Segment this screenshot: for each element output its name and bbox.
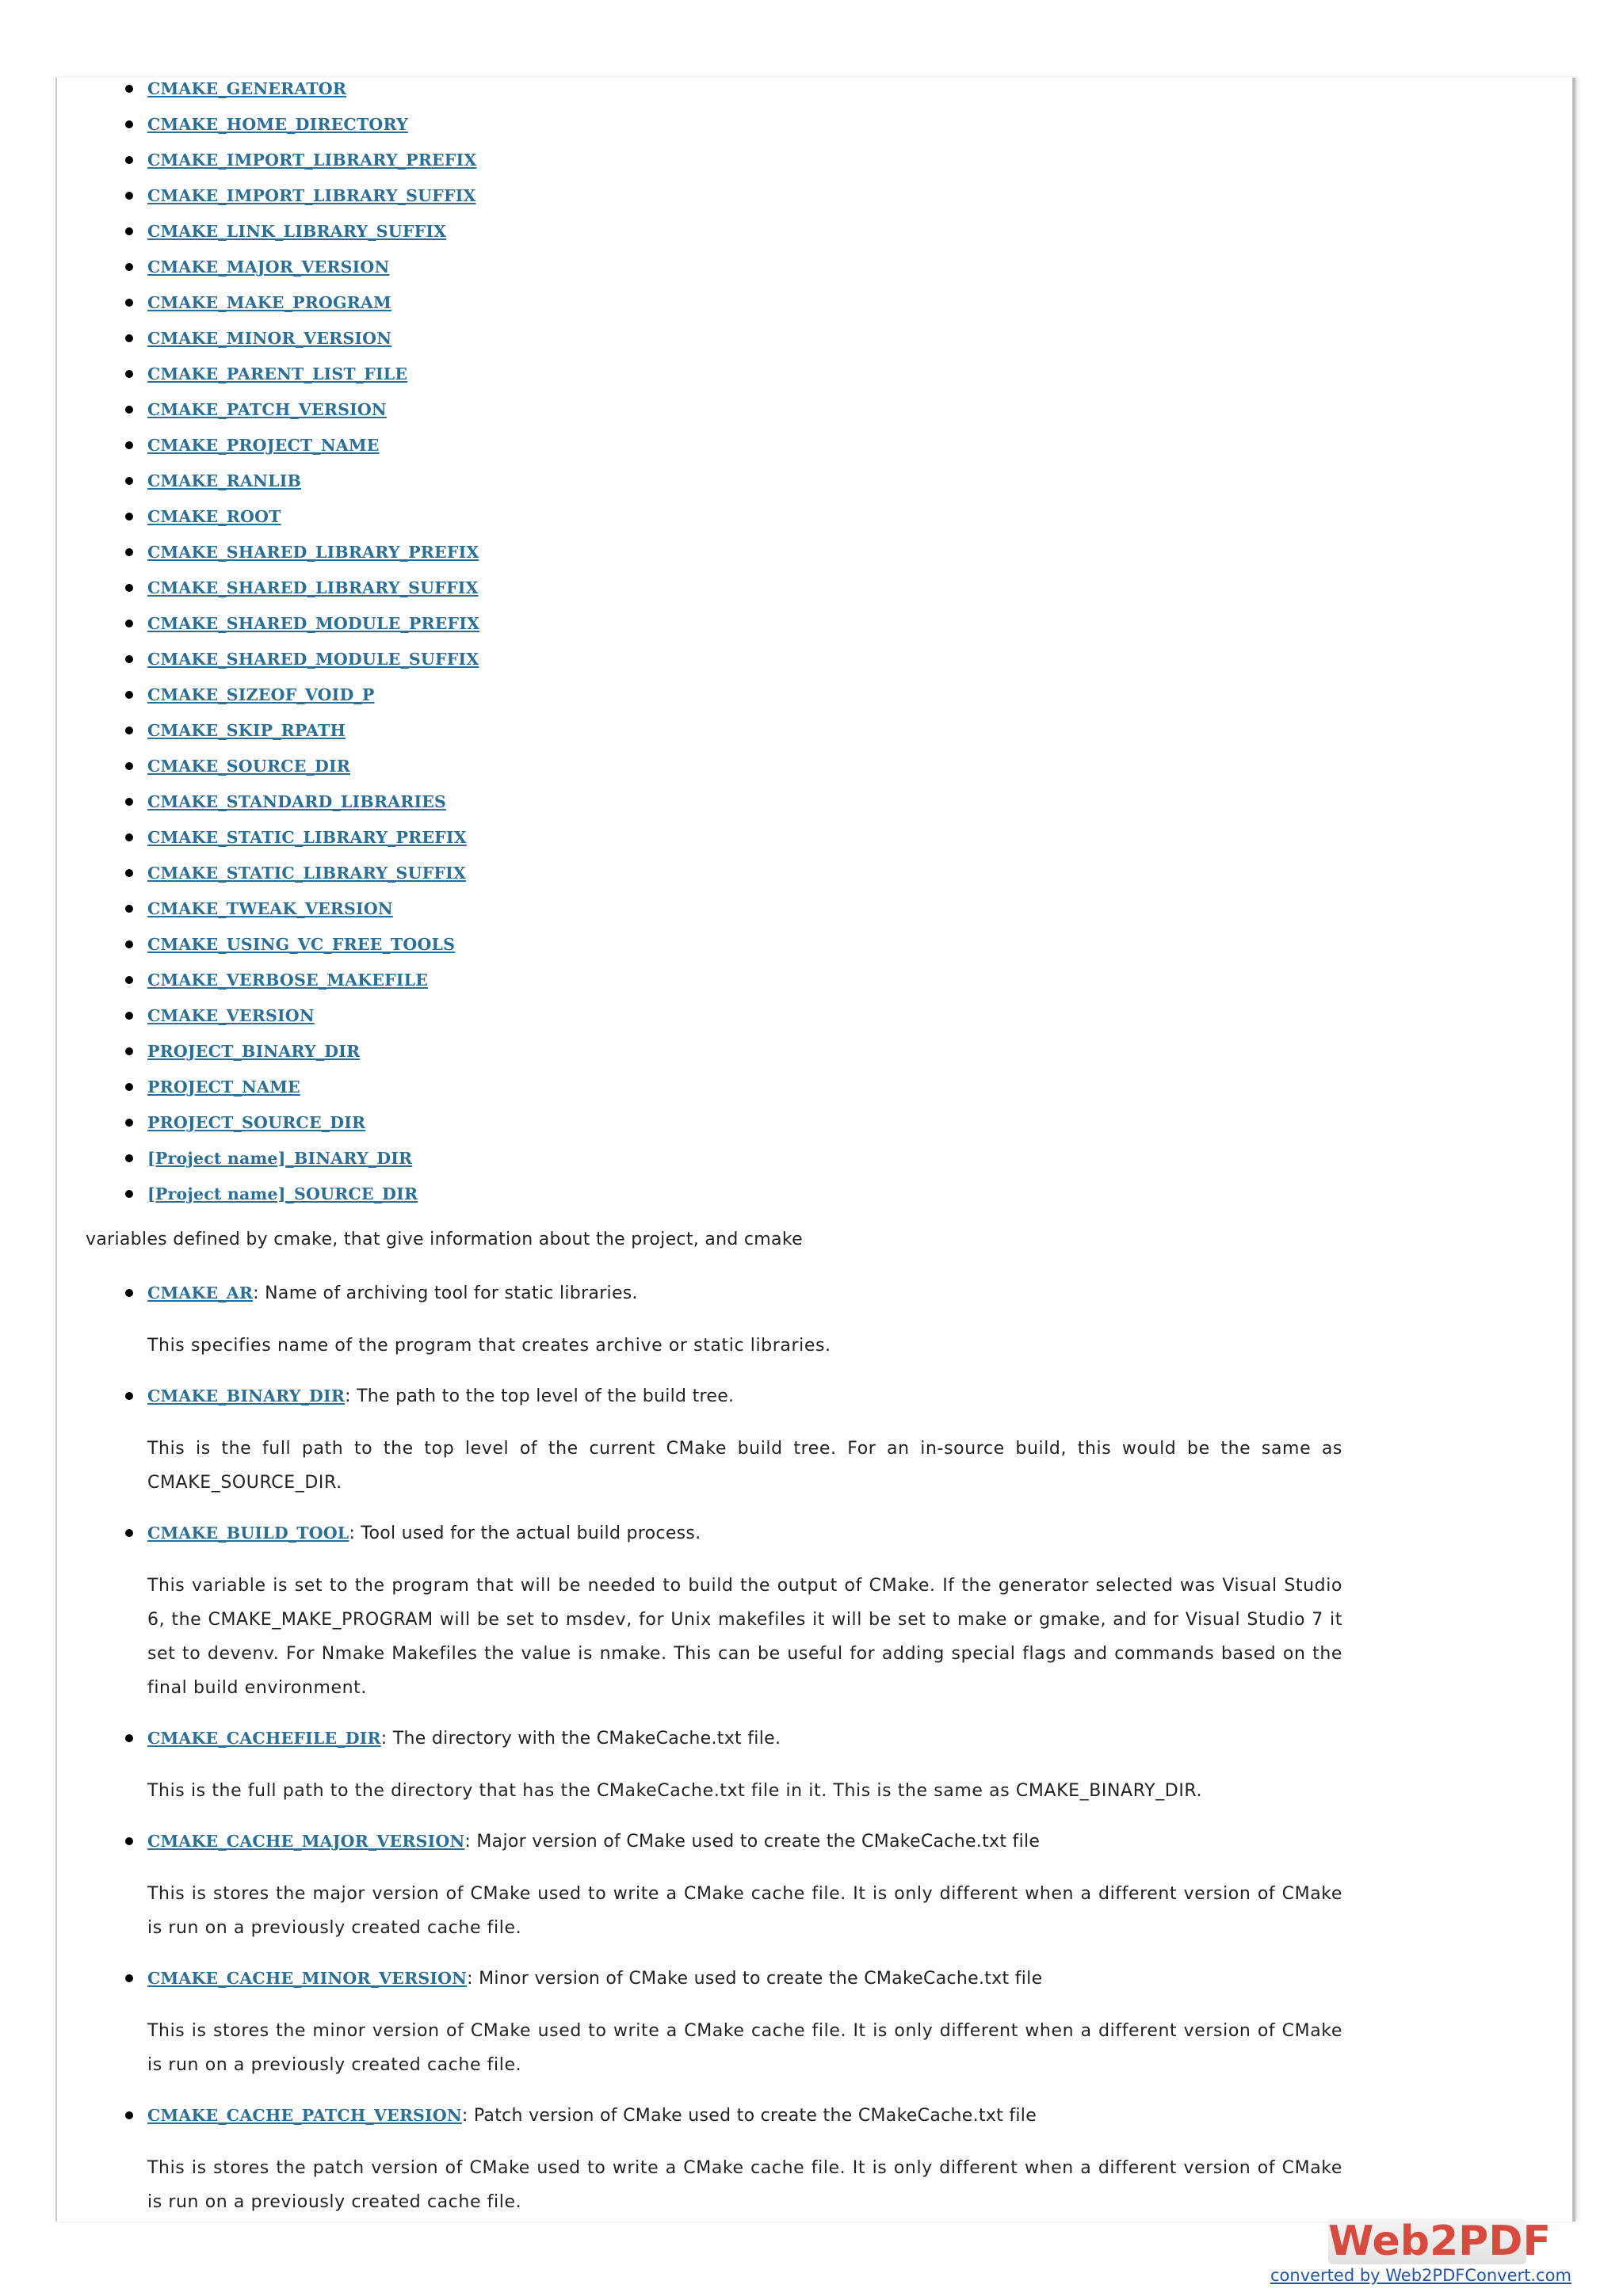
definition-item (122, 1722, 1342, 1808)
variable-link[interactable]: CMAKE_STATIC_LIBRARY_SUFFIX (147, 864, 466, 883)
variable-link[interactable]: CMAKE_SHARED_LIBRARY_PREFIX (147, 543, 479, 562)
list-item (122, 1141, 598, 1177)
list-item (122, 713, 598, 749)
list-item (122, 357, 598, 392)
bullet-icon (125, 833, 133, 841)
definition-item (122, 1962, 1342, 2082)
bullet-icon (125, 227, 133, 235)
list-item (122, 642, 598, 677)
variable-definitions (122, 1277, 1342, 2237)
definition-heading (147, 1380, 1342, 1413)
variable-link[interactable]: CMAKE_TWEAK_VERSION (147, 899, 393, 918)
bullet-icon (125, 263, 133, 271)
definition-item (122, 1277, 1342, 1363)
variable-link[interactable]: CMAKE_GENERATOR (147, 79, 347, 98)
variable-link[interactable]: CMAKE_VERSION (147, 1006, 315, 1025)
bullet-icon (125, 727, 133, 734)
bullet-icon (125, 905, 133, 913)
list-item (122, 891, 598, 927)
definition-variable-link[interactable]: CMAKE_CACHE_PATCH_VERSION (147, 2106, 462, 2125)
bullet-icon (125, 477, 133, 485)
definition-body: This is stores the minor version of CMake used to write a CMake cache file. It is only different when a different version of CMake is run on a previously created cache file. (147, 2021, 1342, 2075)
bullet-icon (125, 441, 133, 449)
list-item (122, 178, 598, 214)
variable-link[interactable]: CMAKE_USING_VC_FREE_TOOLS (147, 935, 456, 954)
bullet-icon (125, 85, 133, 93)
variable-link[interactable]: CMAKE_MAJOR_VERSION (147, 257, 390, 277)
bullet-icon (125, 620, 133, 627)
list-item (122, 285, 598, 321)
list-item (122, 1177, 598, 1212)
variable-link[interactable]: PROJECT_SOURCE_DIR (147, 1113, 366, 1132)
definition-heading (147, 2100, 1342, 2132)
list-item (122, 606, 598, 642)
bullet-icon (125, 2111, 133, 2119)
definition-heading (147, 1722, 1342, 1755)
list-item (122, 250, 598, 285)
definition-item (122, 1825, 1342, 1945)
section-intro: variables defined by cmake, that give information about the project, and cmake (86, 1230, 803, 1249)
list-item (122, 392, 598, 428)
list-item (122, 1034, 598, 1070)
definition-item (122, 1380, 1342, 1500)
bullet-icon (125, 120, 133, 128)
variable-link[interactable]: CMAKE_SIZEOF_VOID_P (147, 685, 375, 704)
definition-variable-link[interactable]: CMAKE_BUILD_TOOL (147, 1524, 349, 1543)
bullet-icon (125, 1289, 133, 1297)
bullet-icon (125, 691, 133, 699)
list-item (122, 143, 598, 178)
definition-item (122, 1517, 1342, 1705)
definition-body: This is stores the patch version of CMake used to write a CMake cache file. It is only different when a different version of CMake is run on a previously created cache file. (147, 2158, 1342, 2212)
list-item (122, 963, 598, 998)
variable-link[interactable]: CMAKE_SHARED_LIBRARY_SUFFIX (147, 578, 479, 597)
bullet-icon (125, 940, 133, 948)
list-item (122, 321, 598, 357)
variable-link[interactable]: CMAKE_SKIP_RPATH (147, 721, 346, 740)
list-item (122, 107, 598, 143)
bullet-icon (125, 655, 133, 663)
variable-link[interactable]: CMAKE_MAKE_PROGRAM (147, 293, 391, 312)
variable-link[interactable]: [Project name]_BINARY_DIR (147, 1149, 413, 1168)
list-item (122, 570, 598, 606)
list-item (122, 1105, 598, 1141)
variable-link[interactable]: CMAKE_LINK_LIBRARY_SUFFIX (147, 222, 447, 241)
bullet-icon (125, 370, 133, 378)
variable-link[interactable]: CMAKE_VERBOSE_MAKEFILE (147, 971, 429, 990)
definition-summary: : Patch version of CMake used to create the CMakeCache.txt file (461, 2106, 1037, 2126)
variable-link[interactable]: CMAKE_STANDARD_LIBRARIES (147, 792, 447, 811)
variable-link[interactable]: CMAKE_STATIC_LIBRARY_PREFIX (147, 828, 467, 847)
definition-body: This specifies name of the program that creates archive or static libraries. (147, 1336, 831, 1356)
bullet-icon (125, 334, 133, 342)
bullet-icon (125, 584, 133, 592)
definition-body: This is the full path to the directory that has the CMakeCache.txt file in it. This is the same as CMAKE_BINARY_DIR. (147, 1781, 1203, 1801)
bullet-icon (125, 1012, 133, 1020)
web2pdf-link[interactable]: converted by Web2PDFConvert.com (1270, 2266, 1571, 2285)
variable-link[interactable]: PROJECT_BINARY_DIR (147, 1042, 361, 1061)
list-item (122, 856, 598, 891)
bullet-icon (125, 798, 133, 806)
definition-heading (147, 1277, 1342, 1310)
definition-variable-link[interactable]: CMAKE_CACHE_MINOR_VERSION (147, 1969, 468, 1988)
list-item (122, 214, 598, 250)
definition-variable-link[interactable]: CMAKE_CACHEFILE_DIR (147, 1729, 381, 1748)
definition-variable-link[interactable]: CMAKE_BINARY_DIR (147, 1386, 346, 1405)
definition-summary: : The directory with the CMakeCache.txt file. (380, 1729, 781, 1749)
list-item (122, 749, 598, 784)
definition-summary: : Minor version of CMake used to create the CMakeCache.txt file (467, 1969, 1043, 1989)
bullet-icon (125, 406, 133, 414)
variable-link[interactable]: CMAKE_MINOR_VERSION (147, 329, 392, 348)
definition-body: This is the full path to the top level of the current CMake build tree. For an in-source build, this would be the same as CMAKE_SOURCE_DIR. (147, 1439, 1342, 1493)
list-item (122, 71, 598, 107)
definition-heading (147, 1825, 1342, 1858)
variable-link[interactable]: CMAKE_RANLIB (147, 471, 302, 490)
bullet-icon (125, 976, 133, 984)
variable-link[interactable]: CMAKE_PATCH_VERSION (147, 400, 387, 419)
variable-link[interactable]: CMAKE_SHARED_MODULE_PREFIX (147, 614, 480, 633)
bullet-icon (125, 1190, 133, 1198)
variable-link[interactable]: CMAKE_ROOT (147, 507, 281, 526)
list-item (122, 927, 598, 963)
definition-heading (147, 1962, 1342, 1995)
list-item (122, 677, 598, 713)
bullet-icon (125, 1529, 133, 1537)
list-item (122, 535, 598, 570)
bullet-icon (125, 762, 133, 770)
list-item (122, 428, 598, 463)
variable-link[interactable]: CMAKE_IMPORT_LIBRARY_PREFIX (147, 151, 477, 170)
variable-link[interactable]: CMAKE_SHARED_MODULE_SUFFIX (147, 650, 479, 669)
bullet-icon (125, 869, 133, 877)
list-item (122, 463, 598, 499)
bullet-icon (125, 156, 133, 164)
definition-variable-link[interactable]: CMAKE_CACHE_MAJOR_VERSION (147, 1832, 465, 1851)
variable-link[interactable]: CMAKE_PARENT_LIST_FILE (147, 364, 408, 383)
bullet-icon (125, 1083, 133, 1091)
bullet-icon (125, 1119, 133, 1127)
bullet-icon (125, 548, 133, 556)
variable-link[interactable]: CMAKE_HOME_DIRECTORY (147, 115, 408, 134)
bullet-icon (125, 1837, 133, 1845)
list-item (122, 499, 598, 535)
variable-link[interactable]: [Project name]_SOURCE_DIR (147, 1184, 418, 1203)
list-item (122, 820, 598, 856)
bullet-icon (125, 192, 133, 200)
definition-summary: : The path to the top level of the build tree. (345, 1386, 735, 1406)
definition-body: This is stores the major version of CMake used to write a CMake cache file. It is only different when a different version of CMake is run on a previously created cache file. (147, 1884, 1342, 1938)
definition-heading (147, 1517, 1342, 1550)
bullet-icon (125, 1154, 133, 1162)
definition-summary: : Name of archiving tool for static libraries. (253, 1283, 638, 1303)
bullet-icon (125, 513, 133, 521)
definition-summary: : Tool used for the actual build process. (349, 1524, 701, 1543)
bullet-icon (125, 1734, 133, 1742)
variable-link[interactable]: CMAKE_PROJECT_NAME (147, 436, 380, 455)
list-item (122, 1070, 598, 1105)
list-item (122, 784, 598, 820)
definition-item (122, 2100, 1342, 2219)
variable-link[interactable]: PROJECT_NAME (147, 1077, 300, 1097)
definition-variable-link[interactable]: CMAKE_AR (147, 1283, 254, 1302)
bullet-icon (125, 1974, 133, 1982)
definition-summary: : Major version of CMake used to create the CMakeCache.txt file (464, 1832, 1041, 1852)
bullet-icon (125, 1047, 133, 1055)
definition-body: This variable is set to the program that will be needed to build the output of CMake. If the generator selected was Visual Studio 6, the CMAKE_MAKE_PROGRAM will be set to msdev, for Unix makefiles it will be set to make or gmake, and for Visual Studio 7 it set to devenv. For Nmake Makefiles the value is nmake. This can be useful for adding special flags and commands based on the final build environment. (147, 1576, 1342, 1698)
variable-link-list (122, 71, 598, 1212)
bullet-icon (125, 299, 133, 307)
web2pdf-logo: Web2PDF (1328, 2218, 1551, 2265)
bullet-icon (125, 1392, 133, 1400)
variable-link[interactable]: CMAKE_SOURCE_DIR (147, 757, 350, 776)
list-item (122, 998, 598, 1034)
variable-link[interactable]: CMAKE_IMPORT_LIBRARY_SUFFIX (147, 186, 476, 205)
